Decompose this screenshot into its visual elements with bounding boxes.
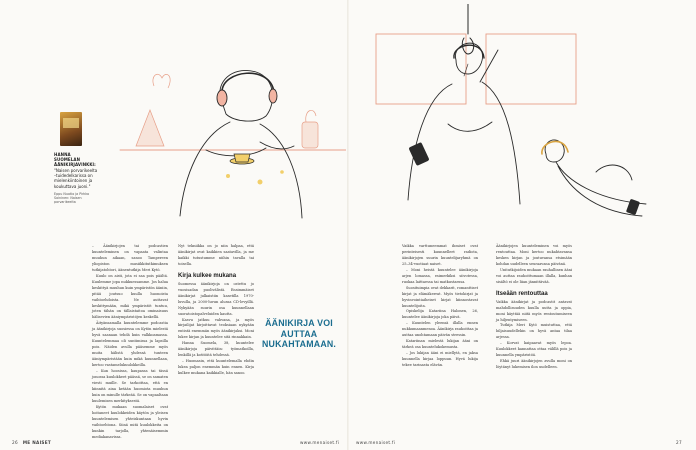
paragraph: – Äänikirjojen tai podcastien kuunteleminen on vapaata valintaa muuhun aikaan, sanoo Tampereen yliopiston musiikkitutkimuksen tutkijatohtori, äänentutkija Meri Kytö. — [92, 244, 168, 272]
paragraph: – Huomasin, että kuuntelemalla ehdin lukea paljon enemmän kuin ennen. Kirja kulkee mukana kaikkialle, hän sanoo. — [178, 359, 254, 376]
paragraph: Nyt tekniikka on jo niin halpaa, että äänikirjat ovat kaikkien saatavilla, ja me kaikki tutustumme niihin tavalla tai toisella. — [178, 244, 254, 266]
page-number-right: 27 — [676, 440, 682, 445]
paragraph: – Kun hoosissa, kaupassa tai tässä jonossa kuulokkeet päässä, se on samaten viesti muille. Se tarkoittaa, että en kiinnitä aina ketään huomiota muuhun kuin on minulle tärkeää. Se on vapaaltaan kuulemisen merkityksestä. — [92, 369, 168, 403]
paragraph: Äänikirjojen kuunteleminen voi myös rentouttaa. Moni kertoo nukahtavansa kesken kirjan ja joutuvansa etsimään kohdan uudelleen seuraavana päivänä. — [496, 244, 572, 266]
footer-right — [676, 440, 682, 445]
paragraph: Kasvu jatkuu vahvana, ja myös kirjailijat kirjoittavat teoksiaan nykyään entistä enemmän myös äänikirjaksi. Moni lukee kirjan ja kuuntelee sitä rinnakkain. — [178, 317, 254, 340]
site-url-right: www.menaiset.fi — [356, 440, 396, 445]
text-column-1 — [92, 244, 168, 440]
paragraph: Suomessa äänikirjoja on ostettu jo vuosisadan puolivälistä. Ensimmäiset äänikirjat julkaistiin kasetilla 1970-luvulla, ja 2000-luvun alussa CD-levyillä. Nykyään suurin osa kuunnellaan suoratoistopalveluiden kautta. — [178, 281, 254, 316]
paragraph: Katariinan mielestä lukijan ääni on tärkeä osa kuuntelukokemusta. — [402, 339, 478, 350]
book-tip-sidebar — [54, 112, 98, 205]
paragraph: Suosituimpia ovat dekkarit, romanttiset kirjat ja elämäkerrat. Myös tietokirjat ja hyvinvointiaiheiset kirjat kiinnostavat kuuntelijoita. — [402, 285, 478, 308]
site-url-left: www.menaiset.fi — [300, 440, 340, 445]
paragraph: – Moni heistä kuuntelee äänikirjoja arjen lomassa, esimerkiksi siivotessa, ruokaa laittaessa tai matkustaessa. — [402, 267, 478, 284]
book-tip-credit: Eppu Nuotio ja Pirkko Soininen: Naisen porvarikeelta — [54, 191, 90, 205]
text-column-3 — [402, 244, 478, 369]
paragraph: Opiskelija Katariina Halonen, 26, kuuntelee äänikirjoja joka päivä. — [402, 309, 478, 320]
footer-left — [12, 440, 51, 445]
paragraph: – Jos lukijan ääni ei miellytä, en jaksa kuunnella kirjaa loppuun. Hyvä lukija tekee tarinasta elävän. — [402, 351, 478, 368]
paragraph: Hanna Suomela, 38, kuuntelee äänikirjoja päivittäin: työmatkoilla, lenkillä ja kotitöitä tehdessä. — [178, 341, 254, 358]
pull-quote: ÄÄNIKIRJA VOI AUTTAA NUKAHTAMAAN. — [262, 318, 337, 349]
subheading: Itseään rentouttaa — [496, 290, 548, 297]
brand-name: ME NAISET — [22, 440, 52, 445]
paragraph: Tutkija Meri Kytö muistuttaa, että hiljaisuudellekin on hyvä antaa tilaa arjessa. — [496, 323, 572, 340]
paragraph: Unitutkijoiden mukaan rauhallinen ääni voi auttaa rauhoittumaan illalla, kunhan sisältö ei ole liian jännittävää. — [496, 267, 572, 284]
footer-url-right — [356, 440, 395, 445]
paragraph: Vaikka äänikirjat ja podcastit antavat mahdollisuuden kuulla uutta ja oppia, moni käyttää niitä myös rentoutumiseen ja hiljentymiseen. — [496, 299, 572, 322]
book-tip-quote: "Naisen porvarikeelta –tuidedelkarissa on mielenkiintoinen ja koukuttava juoni." — [54, 168, 98, 189]
illustration-commuter-phone — [356, 4, 656, 224]
paragraph: Vaikka varttuneemmat ihmiset ovat perinteisesti kuunnelleet radiota, äänikirjojen suurin kuuntelijaryhmä on 25–34-vuotiaat naiset. — [402, 244, 478, 266]
paragraph: – Kuuntelen yleensä illalla ennen nukkumaanmenoa. Äänikirja rauhoittaa ja auttaa unohtamaan päivän stressin. — [402, 321, 478, 338]
paragraph: Ehkä juuri äänikirjojen avulla moni on löytänyt lukemisen ilon uudelleen. — [496, 359, 572, 370]
illustration-tea-headphones — [110, 26, 346, 226]
paragraph: Äityänsamalla kuuntelemme podcastia ja äänikirjoja suosiessa on Kytön mielestä hyvä saanaan tehdä kuin valkkoamassa. Kuuntelemmaa oli suntimissa ja lapsilla pois. Näiden avulla pääsemme myös muita hälistä yhdessä tunteen ääniympäristään kuin mikä kuunnellaan, kertoo vastamelukuulokkeilla. — [92, 321, 168, 368]
paragraph: – Korvat kaipaavat myös lepoa. Kuulokkeet kannattaa ottaa välillä pois ja kuunnella ympäristöä. — [496, 341, 572, 358]
book-cover-image — [60, 112, 82, 146]
footer-url-left — [300, 440, 339, 445]
subheading: Kirja kulkee mukana — [178, 272, 237, 279]
paragraph: Kytön mukaan suomalaiset ovat hoitaneet kuulokkeiden käytön ja yleisen kuuntelemisen yhteiskuntaan hyvin vaihtoehtona. Siinä mitä kuulokkeita on kunkin tarjolla, yhtenäisemmin mediakanavissa. — [92, 404, 168, 439]
paragraph: Kuulo on aisti, jota ei saa pois päältä. Kuulemme jopa nukkuessamme. Jos halua keskittyä muuhun kuin ympäristön ääniin, pitää joutsuo kuulla huonoista vaihtoehdoista. Ne auttavat keskittymään, mikä ympäristöt tuntuu, joten tähän on tällaistaitoa ominaisuus hälisevien ääniympäristöjen keskellä. — [92, 273, 168, 320]
text-column-2 — [178, 244, 254, 377]
book-tip-title: HANNA SUOMELAN ÄÄNIKIRJAVINKKI: — [54, 152, 96, 167]
text-column-4 — [496, 244, 572, 371]
page-number-left: 26 — [12, 440, 18, 445]
page-gutter — [347, 0, 349, 450]
